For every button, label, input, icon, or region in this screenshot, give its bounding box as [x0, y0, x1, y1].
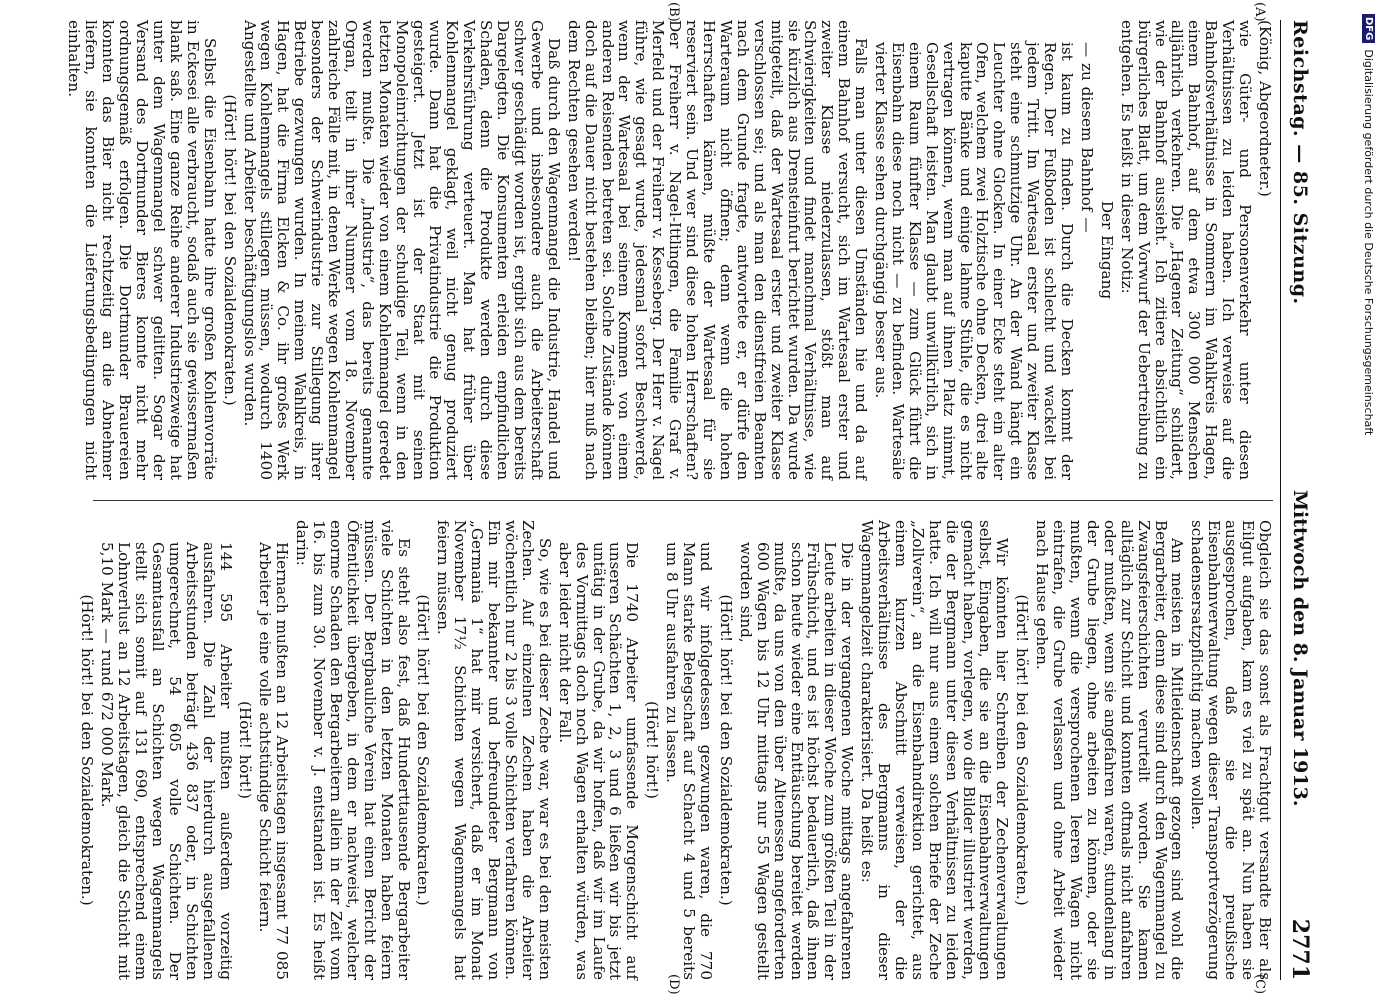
digitization-credit: [1357, 14, 1381, 986]
interjection: (Hört! hört! bei den Sozialdemokraten.): [78, 594, 97, 906]
quote-paragraph: Die in der vergangenen Woche mittags angefahrenen Leute arbeiten in dieser Woche zum größten Teil in der Frühschicht, und es ist höchst bedauerlich, daß ihnen schon heute wieder eine Enttäuschung bereitet werden mußte, da uns von den über Altenessen angeforderten 600 Wagen bis 12 Uhr mittags nur 55 Wagen gestellt worden sind,: [736, 542, 857, 980]
quote-paragraph: 144 595 Arbeiter mußten außerdem vorzeitig ausfahren. Die Zahl der hierdurch ausgefallenen Arbeitsstunden beträgt 436 837 oder, in Schichten umgerechnet, 54 605 volle Schichten. Der Gesamtausfall an Schichten wegen Wagenmangels stellt sich somit auf 131 690, entsprechend einem Lohnverlust an 12 Arbeitstagen, gleich die Schicht mit 5,10 Mark — rund 672 000 Mark.: [98, 542, 235, 980]
quote-title: Der Eingang: [1097, 200, 1116, 300]
paragraph: Wir könnten hier Schreiben der Zechenverwaltungen selbst, Eingaben, die sie an die Eisenbahnverwaltungen gemacht haben, vorlegen, wo die Bilder illustriert werden, die der Bergmann unter diesen Verhältnissen zu leiden hatte. Ich will nur aus einem solchen Briefe der Zeche „Zollverein“, an die Eisenbahndirektion gerichtet, aus einem kurzen Abschnitt verweisen, der die Arbeitsverhältnisse des Bergmanns in dieser Wagenmangelzeit charakterisiert. Da heißt es:: [858, 520, 1012, 980]
quote-paragraph: ist kaum zu finden. Durch die Decken kommt der Regen. Der Fußboden ist schlecht und wackelt bei jedem Tritt. Im Wartesaal erster und zweiter Klasse steht eine schmutzige Uhr. An der Wand hängt ein Leuchter ohne Glocken. In einer Ecke steht ein alter Ofen, welchem zwei Holztische ohne Decken, drei alte kaputte Bänke und einige lahme Stühle, die es nicht vertragen können, wenn man auf ihnen Platz nimmt, Gesellschaft leisten. Man glaubt unwillkürlich, sich in einem Raum fünfter Klasse — zum Glück führt die Eisenbahn diese noch nicht — zu befinden. Wartesäle vierter Klasse sehen durchgängig besser aus.: [872, 42, 1077, 480]
paragraph: Falls man unter diesen Umständen hie und da auf einem Bahnhof versucht, sich im Wartesaal erster und zweiter Klasse niederzulassen, stößt man auf Schwierigkeiten und findet manchmal Verhältnisse, wie sie kürzlich aus Drensteinfurt berichtet wurden. Da wurde mitgeteilt, daß der Wartesaal erster und zweiter Klasse verschlossen sei; und als man den dienstfreien Beamten nach dem Grunde fragte, antwortete er, er dürfe den Warteraum nicht öffnen; denn wenn die hohen Herrschaften kämen, müßte der Wartesaal für sie reserviert sein. Und wer sind diese hohen Herrschaften? Der Freiherr v. Nagel-Ittlingen, die Familie Graf v. Merfeld und der Freiherr v. Kesseberg. Der Herr v. Nagel führe, wie gesagt wurde, jedesmal sofort Beschwerde, wenn der Wartesaal bei seinem Kommen von einem anderen Reisenden betreten sei. Solche Zustände können doch auf die Dauer nicht bestehen bleiben; hier muß nach dem Rechten gesehen werden!: [564, 20, 871, 480]
paragraph: So, wie es bei dieser Zeche war, war es bei den meisten Zechen. Auf einzelnen Zechen haben die Arbeiter wöchentlich nur 2 bis 3 volle Schichten verfahren können. Ein mir bekannter und befreundeter Bergmann von „Germania 1“ hat mir versichert, daß er im Monat November 17½ Schichten wegen Wagenmangels hat feiern müssen.: [434, 520, 554, 980]
interjection: (Hört! hört! bei den Sozialdemokraten.): [716, 594, 735, 906]
margin-marker-b: (B): [666, 2, 681, 22]
margin-marker-c: (C): [1252, 974, 1267, 995]
speaker-label: (König, Abgeordneter.): [1256, 20, 1274, 197]
interjection: (Hört! hört!): [236, 701, 255, 799]
column-divider: [93, 500, 1273, 501]
credit-text: Digitalisierung gefördert durch die Deutsche Forschungsgemeinschaft: [1362, 49, 1376, 436]
margin-marker-a: (A): [1252, 2, 1267, 22]
paragraph: Selbst die Eisenbahn hatte ihre großen Kohlenvorräte in Eckesei alle verbraucht, sodaß auch sie gewissermaßen blank saß. Eine ganze Reihe anderer Industriezweige hat unter dem Wagenmangel schwer gelitten. Sogar der Versand des Dortmunder Bieres konnte nicht mehr ordnungsgemäß erfolgen. Die Dortmunder Brauereien konnten das Bier nicht rechtzeitig an die Abnehmer liefern, sie konnten die Lieferungsbedingungen nicht einhalten.: [65, 20, 219, 480]
margin-marker-d: (D): [666, 974, 681, 995]
quote-paragraph: Die 1740 Arbeiter umfassende Morgenschicht auf unseren Schächten 1, 2, 3 und 6 ließen wir bis jetzt untätig in der Grube, da wir hoffen, daß wir im Laufe des Vormittags doch noch Wagen erhalten würden, was aber leider nicht der Fall.: [555, 542, 642, 980]
running-header: [1280, 20, 1317, 980]
quote-line: — zu diesem Bahnhof —: [1077, 42, 1096, 233]
paragraph: wie Güter- und Personenverkehr unter diesen Verhältnissen zu leiden haben. Ich verweise auf die Bahnhofsverhältnisse in Sommern im Wahlkreis Hagen, einem Bahnhof, auf dem etwa 300 000 Menschen alljährlich verkehren. Die „Hagener Zeitung“ schildert, wie der Bahnhof aussieht. Ich zitiere absichtlich ein bürgerliches Blatt, um dem Vorwurf der Uebertreibung zu entgehen. Es heißt in dieser Notiz:: [1117, 20, 1255, 480]
quote-paragraph: Hiernach mußten an 12 Arbeitstagen insgesamt 77 085 Arbeiter je eine volle achtstündige Schicht feiern.: [256, 542, 292, 980]
interjection: (Hört! hört! bei den Sozialdemokraten.): [1013, 594, 1032, 906]
column-right: [75, 520, 1273, 980]
paragraph: Obgleich sie das sonst als Frachtgut versandte Bier als Eilgut aufgaben, kam es viel zu spät an. Nun haben sie ausgesprochen, daß sie die preußische Eisenbahnverwaltung wegen dieser Transportverzögerung schadensersatzpflichtig machen wollen.: [1188, 520, 1274, 980]
interjection: (Hört! hört! bei den Sozialdemokraten.): [414, 594, 433, 906]
paragraph: Am meisten in Mitleidenschaft gezogen sind wohl die Bergarbeiter, denn diese sind durch den Wagenmangel zu Zwangsfeierschichten verurteilt worden. Sie kamen alltäglich zur Schicht und konnten oftmals nicht anfahren oder mußten, wenn sie angefahren waren, stundenlang in der Grube liegen, ohne arbeiten zu können, oder sie mußten, wenn die versprochenen leeren Wagen nicht eintrafen, die Grube verlassen und ohne Arbeit wieder nach Hause gehen.: [1033, 520, 1187, 980]
dfg-logo: DFG: [1363, 14, 1376, 43]
column-left: [63, 20, 1273, 480]
header-center: Mittwoch den 8. Januar 1913.: [1289, 490, 1311, 807]
quote-paragraph: und wir infolgedessen gezwungen waren, die 770 Mann starke Belegschaft auf Schacht 4 und 5 bereits um 8 Uhr ausfahren zu lassen.: [663, 542, 715, 980]
rotated-page-content: [67, 0, 1317, 1000]
interjection: (Hört! hört!): [643, 701, 662, 799]
paragraph: Daß durch den Wagenmangel die Industrie, Handel und Gewerbe und insbesondere auch die Arbeiterschaft schwer geschädigt worden ist, ergibt sich aus dem bereits Dargelegten. Die Konsumenten erleiden empfindlichen Schaden, denn die Produkte werden durch diese Verkehrsführung verteuert. Man hat früher über Kohlenmangel geklagt, weil nicht genug produziert wurde. Dann hat die Privatindustrie die Produktion gesteigert. Jetzt ist der Staat mit seinen Monopoleinrichtungen der schuldige Teil, wenn in den letzten Monaten wieder von einem Kohlenmangel geredet werden mußte. Die „Industrie“, das bereits genannte Organ, teilt in ihrer Nummer vom 18. November zahlreiche Fälle mit, in denen Werke wegen Kohlenmangel besonders der Schwerindustrie zur Stillegung ihrer Betriebe gezwungen wurden. In meinem Wahlkreis, in Hagen, hat die Firma Elcken & Co. ihr großes Werk wegen Kohlenmangels stillegen müssen, wodurch 1400 Angestellte und Arbeiter beschäftigungslos wurden.: [240, 20, 563, 480]
page-number: 2771: [1287, 918, 1313, 980]
interjection: (Hört! hört! bei den Sozialdemokraten.): [220, 94, 239, 406]
header-left: Reichstag. — 85. Sitzung.: [1289, 20, 1311, 305]
paragraph: Es steht also fest, daß Hunderttausende Bergarbeiter viele Schichten in den letzten Monaten haben feiern müssen. Der Bergbauliche Verein hat einen Bericht der Öffentlichkeit übergeben, in dem er nachweist, welcher enorme Schaden den Bergarbeitern allein in der Zeit vom 16. bis zum 30. November v. J. entstanden ist. Es heißt darin:: [293, 520, 413, 980]
